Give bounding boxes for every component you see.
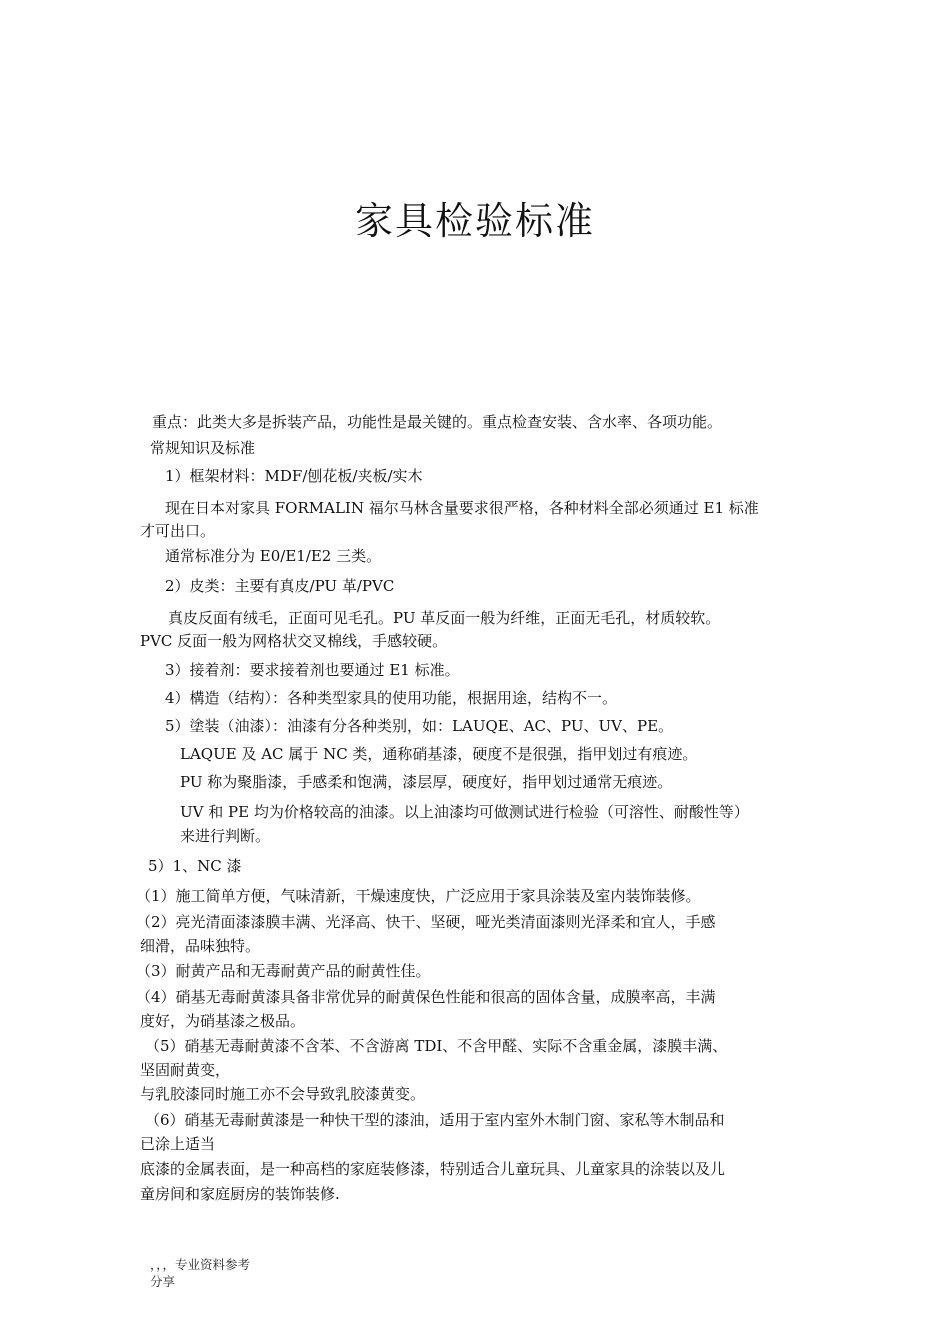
paragraph-line: PVC 反面一般为网格状交叉棉线，手感较硬。 [140,632,448,650]
paragraph-line: LAQUE 及 AC 属于 NC 类，通称硝基漆，硬度不是很强，指甲划过有痕迹。 [180,745,698,763]
paragraph-line: 才可出口。 [140,522,216,540]
paragraph-line: （5）硝基无毒耐黄漆不含苯、不含游离 TDI、不含甲醛、实际不含重金属，漆膜丰满、 [145,1037,728,1055]
footer-share: 分享 [150,1274,176,1289]
paragraph-line: 童房间和家庭厨房的装饰装修. [140,1185,340,1203]
paragraph-line: 已涂上适当 [140,1135,216,1153]
paragraph-line: （2）亮光清面漆漆膜丰满、光泽高、快干、坚硬，哑光类清面漆则光泽柔和宜人，手感 [136,913,716,931]
paragraph-line: 常规知识及标准 [150,439,256,457]
paragraph-line: UV 和 PE 均为价格较高的油漆。以上油漆均可做测试进行检验（可溶性、耐酸性等） [180,803,749,821]
paragraph-line: 细滑，品味独特。 [140,937,261,955]
paragraph-line: （4）硝基无毒耐黄漆具备非常优异的耐黄保色性能和很高的固体含量，成膜率高，丰满 [136,988,716,1006]
paragraph-line: PU 称为聚脂漆，手感柔和饱满，漆层厚，硬度好，指甲划过通常无痕迹。 [180,773,673,791]
footer-note: ，，，专业资料参考 [150,1257,251,1272]
paragraph-line: 3）接着剂：要求接着剂也要通过 E1 标准。 [165,661,460,679]
paragraph-line: 度好，为硝基漆之极品。 [140,1012,306,1030]
paragraph-line: 来进行判断。 [180,827,271,845]
paragraph-line: 坚固耐黄变， [140,1061,231,1079]
paragraph-line: 通常标准分为 E0/E1/E2 三类。 [165,547,382,565]
paragraph-line: 与乳胶漆同时施工亦不会导致乳胶漆黄变。 [140,1085,426,1103]
paragraph-line: 4）構造（结构）：各种类型家具的使用功能，根据用途，结构不一。 [165,689,618,707]
paragraph-line: 5）塗装（油漆）：油漆有分各种类别，如：LAUQE、AC、PU、UV、PE。 [165,717,674,735]
paragraph-line: 现在日本对家具 FORMALIN 福尔马林含量要求很严格，各种材料全部必须通过 E1 标准 [165,499,759,517]
document-title: 家具检验标准 [354,199,595,243]
paragraph-line: （1）施工简单方便，气味清新，干燥速度快，广泛应用于家具涂装及室内装饰装修。 [136,887,701,905]
paragraph-line: 底漆的金属表面，是一种高档的家庭装修漆，特别适合儿童玩具、儿童家具的涂装以及儿 [140,1160,726,1178]
paragraph-line: 真皮反面有绒毛，正面可见毛孔。PU 革反面一般为纤维，正面无毛孔，材质较软。 [168,609,721,627]
paragraph-line: （3）耐黄产品和无毒耐黄产品的耐黄性佳。 [136,962,431,980]
paragraph-line: 1）框架材料：MDF/刨花板/夹板/实木 [165,467,423,485]
paragraph-line: 2）皮类：主要有真皮/PU 革/PVC [165,577,395,595]
paragraph-line: （6）硝基无毒耐黄漆是一种快干型的漆油，适用于室内室外木制门窗、家私等木制品和 [145,1111,725,1129]
paragraph-line: 重点：此类大多是拆装产品，功能性是最关键的。重点检查安装、含水率、各项功能。 [152,413,723,431]
paragraph-line: 5）1、NC 漆 [148,857,242,875]
